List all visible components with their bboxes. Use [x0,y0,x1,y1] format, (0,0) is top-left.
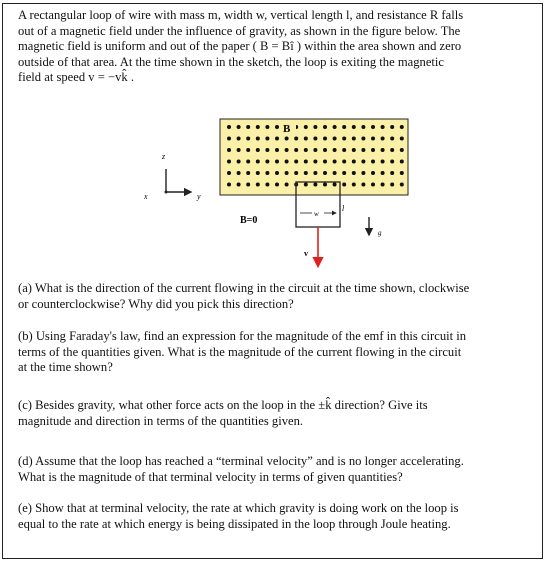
field-dot [381,148,385,152]
field-dot [256,160,260,164]
field-dot [352,137,356,141]
field-dot [265,148,269,152]
zero-field-label: B=0 [240,215,258,226]
field-dot [390,183,394,187]
axis-x-label: x [144,192,148,201]
field-dot [371,137,375,141]
question-e-line: (e) Show that at terminal velocity, the rate at which gravity is doing work on the loop is [18,501,459,515]
question-d [18,454,533,485]
field-dot [256,125,260,129]
field-dot [246,160,250,164]
field-dot [371,183,375,187]
field-dot [323,183,327,187]
question-c-line: magnitude and direction in terms of the quantities given. [18,413,304,428]
field-dot [333,171,337,175]
field-dot [371,160,375,164]
field-dot [352,160,356,164]
field-dot [246,137,250,141]
intro-line-3: magnetic field is uniform and out of the paper ( B = Bî ) within the area shown and zero [18,39,462,53]
question-e [18,501,533,532]
field-dot [400,183,404,187]
field-dot [237,148,241,152]
axis-y-label: y [197,192,201,201]
problem-statement [18,8,533,86]
field-dot [294,148,298,152]
field-dot [256,171,260,175]
field-dot [304,137,308,141]
field-dot [256,137,260,141]
question-b-line: (b) Using Faraday's law, find an expression for the magnitude of the emf in this circuit in [18,329,467,343]
field-dot [381,171,385,175]
field-dot [313,183,317,187]
field-dot [333,125,337,129]
field-dot [352,125,356,129]
field-dot [304,125,308,129]
field-dot [237,160,241,164]
field-dot [371,171,375,175]
length-label: l [342,204,345,213]
coordinate-axes [143,152,201,201]
question-b-line: terms of the quantities given. What is the magnitude of the current flowing in the circuit [18,344,462,359]
intro-line-5: field at speed v = −vk̂ . [18,70,134,84]
field-dot [237,183,241,187]
field-dot [304,160,308,164]
question-b [18,329,533,376]
field-dot [237,125,241,129]
field-dot [285,183,289,187]
field-dot [390,125,394,129]
field-dot [400,125,404,129]
field-dot [285,171,289,175]
question-c [18,398,533,429]
field-dot [275,125,279,129]
field-dot [361,160,365,164]
field-dot [361,137,365,141]
field-dot [323,137,327,141]
width-label: w [314,210,319,218]
field-dot [246,148,250,152]
field-dot [400,148,404,152]
velocity-label: v [304,249,308,258]
field-dot [381,137,385,141]
field-dot [294,137,298,141]
field-dot [313,160,317,164]
question-d-line: (d) Assume that the loop has reached a “terminal velocity” and is no longer accelerating. [18,454,464,468]
field-dot [333,148,337,152]
field-dot [227,183,231,187]
field-dot [361,148,365,152]
field-dot [294,160,298,164]
field-dot [285,148,289,152]
field-dot [400,171,404,175]
field-dot [265,171,269,175]
question-b-line: at the time shown? [18,360,113,374]
field-dot [342,171,346,175]
question-c-line: (c) Besides gravity, what other force acts on the loop in the ±k̂ direction? Give its [18,398,428,412]
field-dot [285,137,289,141]
field-dot [342,160,346,164]
intro-line-4: outside of that area. At the time shown in the sketch, the loop is exiting the magnetic [18,54,444,69]
problem-page [2,3,543,559]
field-label: B [283,123,291,135]
field-dot [390,160,394,164]
field-dot [352,148,356,152]
field-dot [390,137,394,141]
physics-diagram [3,109,544,284]
field-dot [371,148,375,152]
field-dot [352,171,356,175]
intro-line-2: out of a magnetic field under the influence of gravity, as shown in the figure below. The [18,23,461,38]
question-d-line: What is the magnitude of that terminal velocity in terms of given quantities? [18,469,403,484]
question-a [18,281,533,312]
field-dot [323,160,327,164]
field-dot [304,148,308,152]
field-dot [246,183,250,187]
intro-line-1: A rectangular loop of wire with mass m, width w, vertical length l, and resistance R falls [18,8,464,22]
field-dot [304,183,308,187]
field-dot [342,148,346,152]
field-dot [227,137,231,141]
question-a-line: or counterclockwise? Why did you pick this direction? [18,296,294,311]
field-dot [265,137,269,141]
field-dot [333,160,337,164]
field-dot [381,125,385,129]
field-dot [342,137,346,141]
field-dot [227,171,231,175]
field-dot [361,125,365,129]
field-dot [313,148,317,152]
question-a-line: (a) What is the direction of the current flowing in the circuit at the time shown, clockwise [18,281,470,295]
field-dot [227,148,231,152]
field-dot [246,125,250,129]
field-dot [361,183,365,187]
field-dot [275,183,279,187]
field-dot [246,171,250,175]
field-dot [323,171,327,175]
field-dot [265,183,269,187]
field-dot [294,171,298,175]
field-dot [400,160,404,164]
field-dot [227,125,231,129]
x-axis-dot [165,191,168,194]
field-dot [313,137,317,141]
field-dot [333,183,337,187]
field-dot [342,183,346,187]
field-dot [313,125,317,129]
field-dot [227,160,231,164]
field-dot [265,125,269,129]
field-dot [352,183,356,187]
field-dot [371,125,375,129]
field-dot [390,148,394,152]
field-dot [361,171,365,175]
field-dot [275,137,279,141]
field-dot [256,148,260,152]
field-dot [323,125,327,129]
question-e-line: equal to the rate at which energy is being dissipated in the loop through Joule heating. [18,516,451,531]
field-dot [342,125,346,129]
field-dot [381,160,385,164]
field-dot [265,160,269,164]
field-dot [400,137,404,141]
field-dot [323,148,327,152]
field-dot [313,171,317,175]
field-dot [275,148,279,152]
field-dot [390,171,394,175]
field-dot [237,137,241,141]
gravity-label: g [378,229,382,237]
axis-z-label: z [162,152,166,161]
field-dot [285,160,289,164]
field-dot [237,171,241,175]
field-dot [256,183,260,187]
field-dot [304,171,308,175]
field-dot [333,137,337,141]
field-dot [381,183,385,187]
field-dot [275,160,279,164]
field-dot [275,171,279,175]
